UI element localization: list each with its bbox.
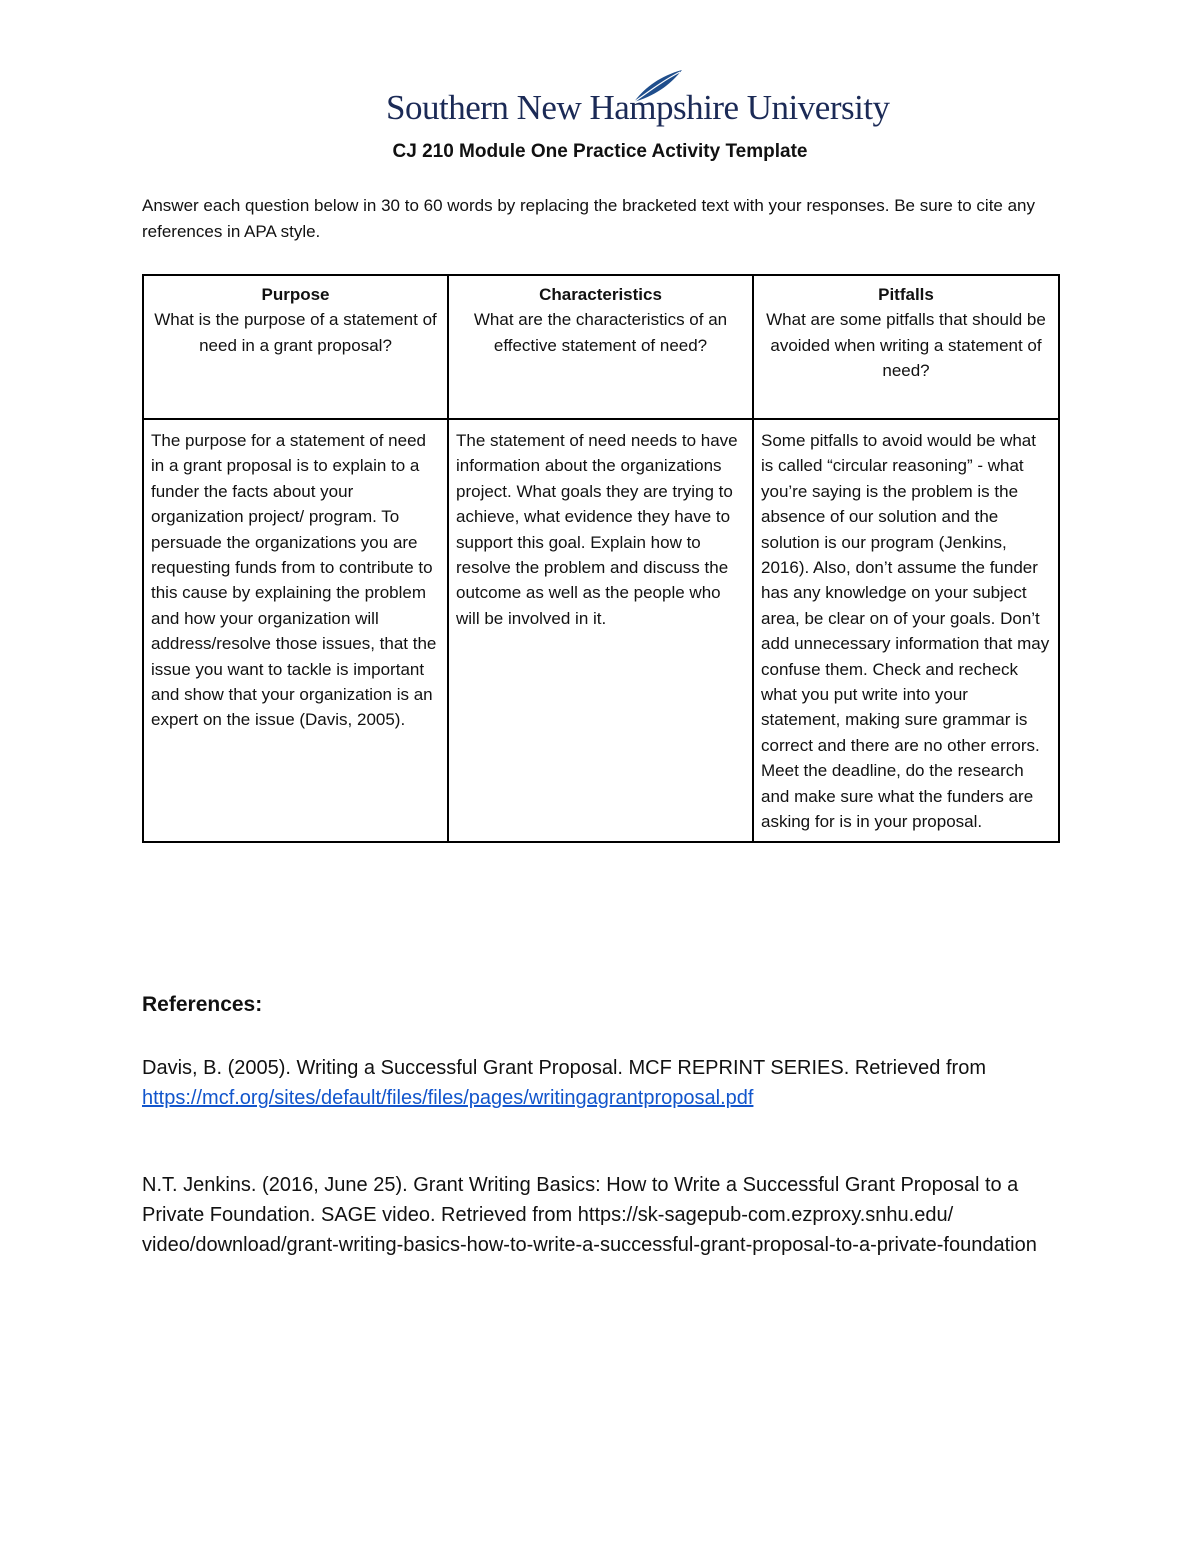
column-question: What are the characteristics of an effective statement of need? [473, 310, 728, 355]
column-title: Characteristics [539, 285, 662, 304]
instructions: Answer each question below in 30 to 60 words by replacing the bracketed text with your responses. Be sure to cite any references in APA style. [142, 196, 1035, 241]
table-header-row [143, 275, 1059, 419]
reference-item [142, 1053, 1062, 1113]
document-title: CJ 210 Module One Practice Activity Template [392, 141, 808, 162]
pitfalls-header [753, 275, 1059, 419]
reference-text: Davis, B. (2005). Writing a Successful Grant Proposal. MCF REPRINT SERIES. Retrieved from [142, 1057, 986, 1079]
purpose-header [143, 275, 448, 419]
table-answer-row [143, 419, 1059, 842]
question-table [142, 274, 1060, 843]
column-question: What is the purpose of a statement of need in a grant proposal? [154, 310, 437, 355]
purpose-answer: The purpose for a statement of need in a grant proposal is to explain to a funder the facts about your organization project/ program. To persuade the organizations you are requesting funds from to contribute to this cause by explaining the problem and how your organization will address/resolve those issues, that the issue you want to tackle is important and show that your organization is an expert on the issue (Davis, 2005). [143, 419, 448, 842]
logo-text: Southern New Hampshire University [386, 88, 890, 127]
reference-link[interactable]: https://mcf.org/sites/default/files/files/pages/writingagrantproposal.pdf [142, 1087, 754, 1109]
column-question: What are some pitfalls that should be avoided when writing a statement of need? [766, 310, 1046, 381]
pitfalls-answer: Some pitfalls to avoid would be what is called “circular reasoning” - what you’re saying is the problem is the absence of our solution and the solution is our program (Jenkins, 2016). Also, don’t assume the funder has any knowledge on your subject area, be clear on of your goals. Don’t add unnecessary information that may confuse them. Check and recheck what you put write into your statement, making sure grammar is correct and there are no other errors. Meet the deadline, do the research and make sure what the funders are asking for is in your proposal. [753, 419, 1059, 842]
references-heading: References: [142, 993, 263, 1016]
column-title: Purpose [261, 285, 330, 304]
characteristics-header [448, 275, 753, 419]
reference-item: N.T. Jenkins. (2016, June 25). Grant Writing Basics: How to Write a Successful Grant Proposal to a Private Foundation. SAGE video. Retrieved from https://sk-sagepub-com.ezproxy.snhu.edu/ video/download/grant-writing-basics-how-to-write-a-successful-grant-proposal-to-a-private-foundation [142, 1174, 1037, 1256]
characteristics-answer: The statement of need needs to have information about the organizations project. What goals they are trying to achieve, what evidence they have to support this goal. Explain how to resolve the problem and discuss the outcome as well as the people who will be involved in it. [448, 419, 753, 842]
university-logo [386, 66, 890, 136]
column-title: Pitfalls [878, 285, 934, 304]
